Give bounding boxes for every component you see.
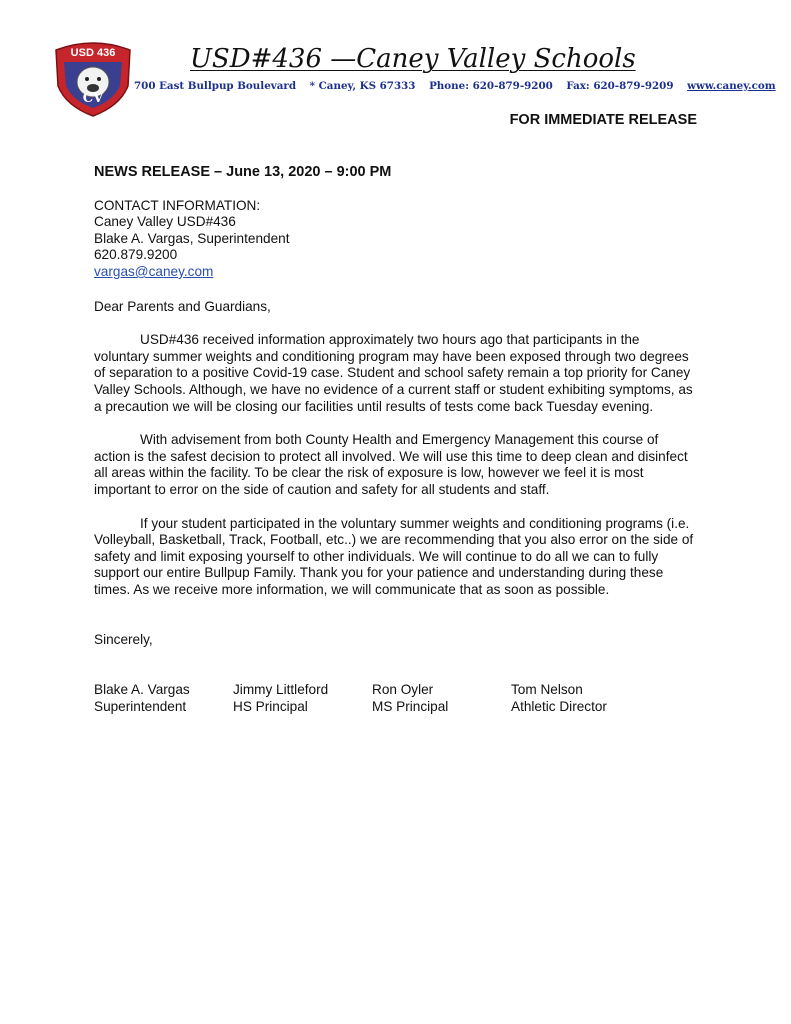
city-state-zip: * Caney, KS 67333 [309,80,416,92]
organization-title: USD#436 —Caney Valley Schools [190,44,636,74]
website-link[interactable]: www.caney.com [687,80,776,92]
phone-number: Phone: 620-879-9200 [429,80,553,92]
organization-address-line [134,80,776,92]
signatory-name: Blake A. Vargas [94,682,190,698]
paragraph-cleaning-plan: With advisement from both County Health and Emergency Management this course of action is the safest decision to protect all involved. We will use this time to deep clean and disinfect all areas within the facility. To be clear the risk of exposure is low, however we feel it is most important to error on the side of caution and safety for all students and staff. [94,432,688,497]
salutation: Dear Parents and Guardians, [94,298,271,314]
contact-information [94,198,698,281]
signatory-title: HS Principal [233,698,308,714]
contact-heading: CONTACT INFORMATION: [94,197,261,213]
signatory [372,682,511,715]
usd436-shield-logo-icon [50,36,136,118]
fax-number: Fax: 620-879-9209 [566,80,674,92]
signatory [233,682,372,715]
signatories [94,682,698,715]
signatory [94,682,233,715]
signatory-name: Ron Oyler [372,682,434,698]
contact-organization: Caney Valley USD#436 [94,214,236,230]
contact-phone: 620.879.9200 [94,247,178,263]
signatory-title: Athletic Director [511,698,607,714]
signatory-name: Tom Nelson [511,682,583,698]
street-address: 700 East Bullpup Boulevard [134,80,297,92]
paragraph-recommendation: If your student participated in the voluntary summer weights and conditioning programs (i.e. Volleyball, Basketball, Track, Football, etc..) we are recommending that you also error on the side of safety and limit exposing yourself to other individuals. We will continue to do all we can to fully support our entire Bullpup Family. Thank you for your patience and understanding during these times. As we receive more information, we will communicate that as soon as possible. [94,515,694,597]
signatory-name: Jimmy Littleford [233,682,329,698]
signatory-title: Superintendent [94,698,187,714]
paragraph-exposure-notice: USD#436 received information approximately two hours ago that participants in the voluntary summer weights and conditioning program may have been exposed through two degrees of separation to a positive Covid-19 case. Student and school safety remain a top priority for Caney Valley Schools. Although, we have no evidence of a current staff or student exhibiting symptoms, as a precaution we will be closing our facilities until results of tests come back Tuesday evening. [94,332,693,414]
logo-monogram: CV [82,91,104,106]
signatory-title: MS Principal [372,698,449,714]
news-release-headline: NEWS RELEASE – June 13, 2020 – 9:00 PM [94,164,392,180]
contact-person: Blake A. Vargas, Superintendent [94,230,290,246]
contact-email-link[interactable]: vargas@caney.com [94,263,214,279]
logo-text: USD 436 [70,47,116,59]
letter-body [94,164,698,715]
release-tag: FOR IMMEDIATE RELEASE [509,112,697,128]
closing: Sincerely, [94,632,153,648]
signatory [511,682,650,715]
